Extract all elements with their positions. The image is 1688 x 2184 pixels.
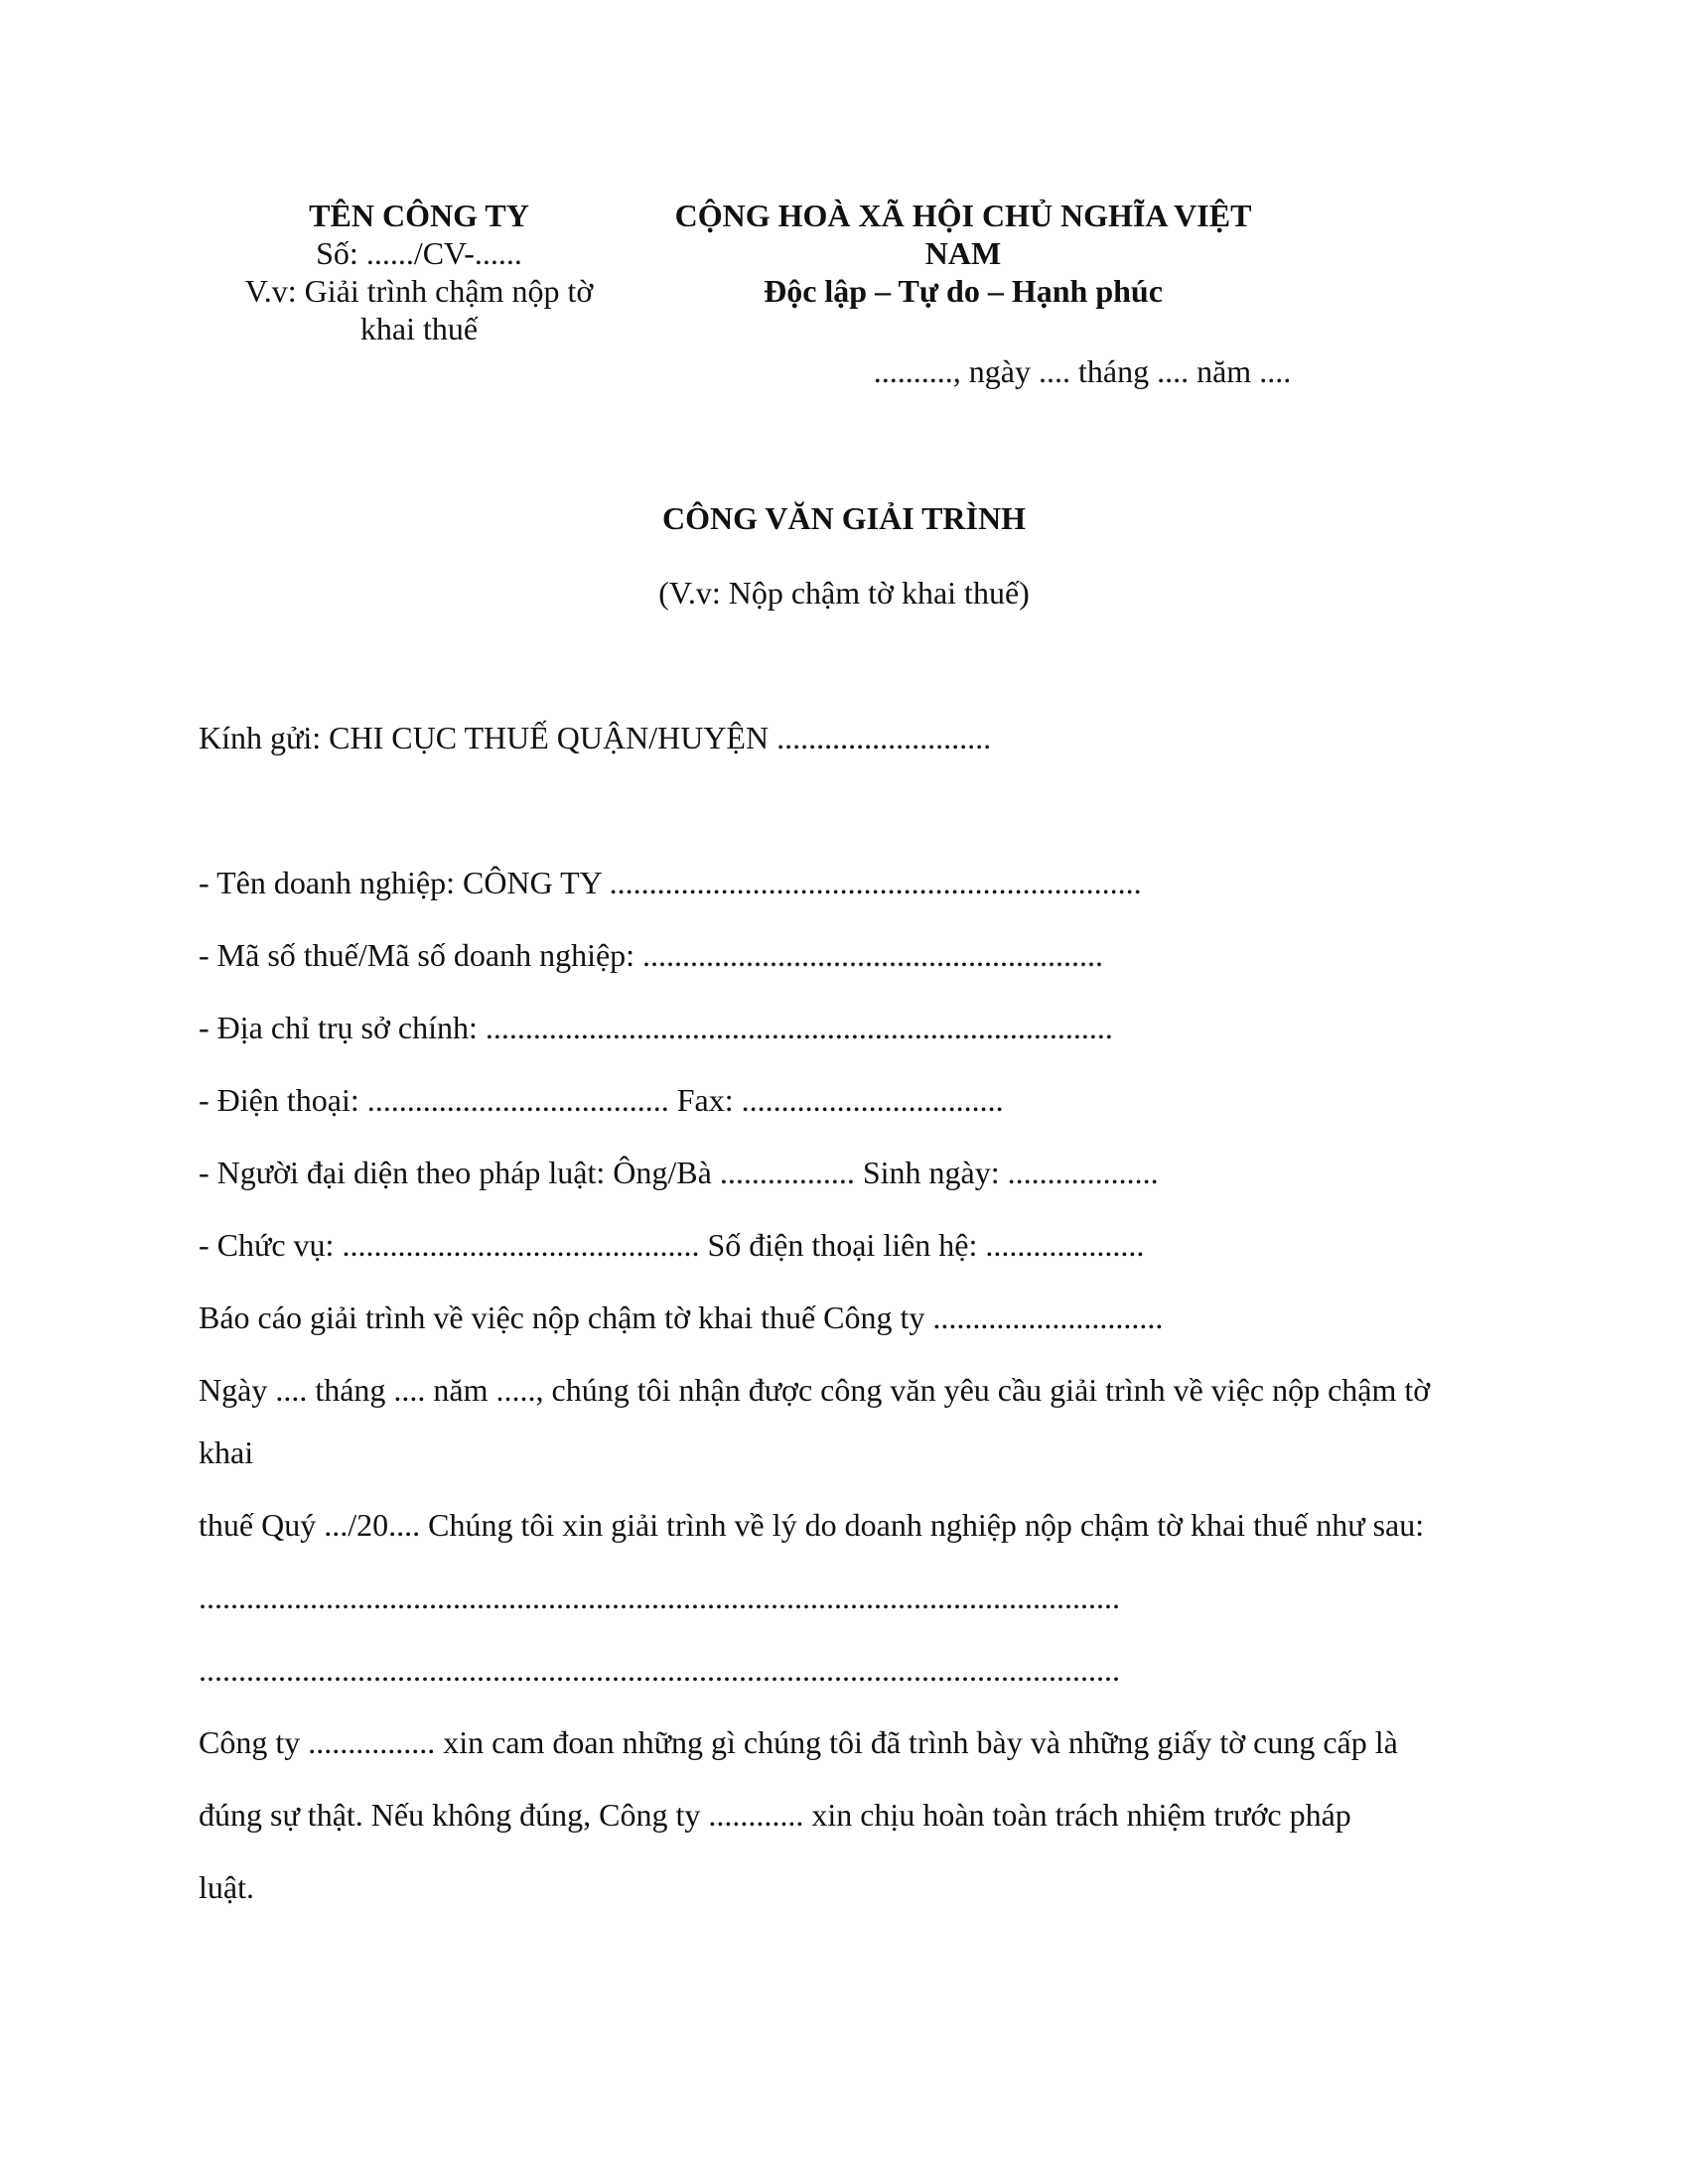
body-paragraph-line: thuế Quý .../20.... Chúng tôi xin giải trình về lý do doanh nghiệp nộp chậm tờ khai thuế như sau: — [199, 1507, 1425, 1543]
body-paragraph-line: Ngày .... tháng .... năm ....., chúng tôi nhận được công văn yêu cầu giải trình về việc nộp chậm tờ — [199, 1372, 1431, 1408]
national-header — [645, 197, 1281, 310]
field-phone-fax: - Điện thoại: ...................................... Fax: ................................. — [199, 1082, 1004, 1118]
document-subtitle: (V.v: Nộp chậm tờ khai thuế) — [658, 575, 1030, 611]
field-address: - Địa chỉ trụ sở chính: ............................................................................... — [199, 1010, 1113, 1045]
explanation-blank-line: .................................................................................................................... — [199, 1652, 1120, 1688]
nation-name-line-2: NAM — [924, 235, 1002, 271]
document-number: Số: ....../CV-...... — [316, 235, 522, 271]
nation-name-line-1: CỘNG HOÀ XÃ HỘI CHỦ NGHĨA VIỆT — [674, 198, 1252, 233]
field-company-name: - Tên doanh nghiệp: CÔNG TY ................................................................... — [199, 865, 1142, 900]
national-motto: Độc lập – Tự do – Hạnh phúc — [764, 273, 1163, 309]
body-paragraph-line: luật. — [199, 1869, 254, 1905]
subject-line-2: khai thuế — [359, 311, 479, 346]
recipient-line: Kính gửi: CHI CỤC THUẾ QUẬN/HUYỆN ........................... — [199, 720, 992, 755]
company-name: TÊN CÔNG TY — [309, 198, 529, 233]
document-title: CÔNG VĂN GIẢI TRÌNH — [662, 500, 1026, 536]
body-paragraph-line: đúng sự thật. Nếu không đúng, Công ty ............ xin chịu hoàn toàn trách nhiệm trước pháp — [199, 1797, 1351, 1833]
body-paragraph-line: Báo cáo giải trình về việc nộp chậm tờ khai thuế Công ty ............................. — [199, 1299, 1164, 1335]
company-header — [220, 197, 618, 347]
explanation-blank-line: .................................................................................................................... — [199, 1579, 1120, 1615]
field-position-contact: - Chức vụ: ............................................. Số điện thoại liên hệ: .................... — [199, 1227, 1145, 1263]
body-paragraph-line: khai — [199, 1434, 254, 1470]
subject-line-1: V.v: Giải trình chậm nộp tờ — [244, 273, 594, 309]
body-paragraph-line: Công ty ................ xin cam đoan những gì chúng tôi đã trình bày và những giấy tờ cung cấp là — [199, 1724, 1398, 1760]
field-legal-representative: - Người đại diện theo pháp luật: Ông/Bà ................. Sinh ngày: ................... — [199, 1155, 1159, 1190]
field-tax-code: - Mã số thuế/Mã số doanh nghiệp: .......................................................... — [199, 937, 1104, 973]
date-line: .........., ngày .... tháng .... năm .... — [873, 353, 1292, 389]
